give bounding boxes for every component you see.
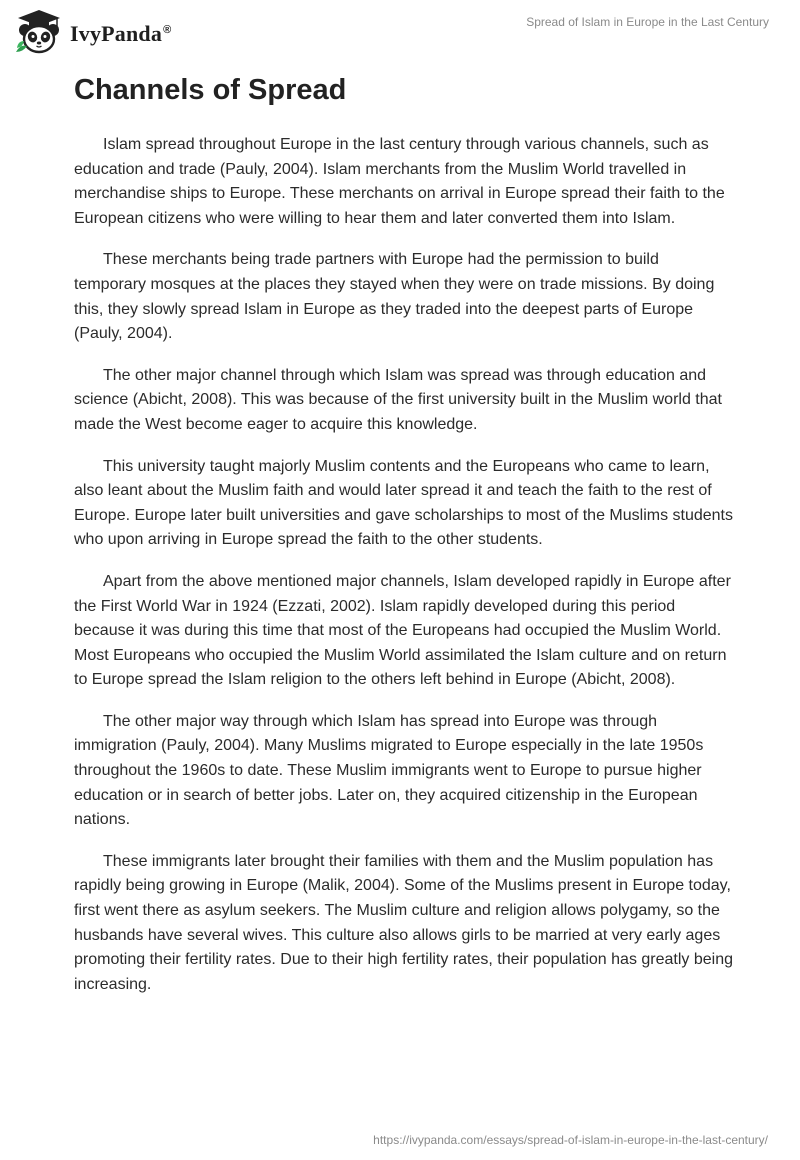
paragraph: Apart from the above mentioned major channels, Islam developed rapidly in Europe after the First World War in 1924 (Ezzati, 2002). Islam rapidly developed during this period because it was during this time that most of the Europeans had occupied the Muslim World. Most Europeans who occupied the Muslim World assimilated the Islam culture and on return to Europe spread the Islam religion to the others left behind in Europe (Abicht, 2008). bbox=[74, 572, 731, 689]
section-heading: Channels of Spread bbox=[74, 74, 347, 106]
paragraph: The other major way through which Islam has spread into Europe was through immigration (Pauly, 2004). Many Muslims migrated to Europe especially in the late 1950s throughout the 1960s to date. These Muslim immigrants went to Europe to pursue higher education or in search of better jobs. Later on, they acquired citizenship in the European nations. bbox=[74, 712, 704, 829]
brand-logo-link[interactable] bbox=[14, 8, 171, 54]
page-header bbox=[0, 0, 800, 56]
paragraph: These merchants being trade partners with Europe had the permission to build temporary mosques at the places they stayed when they were on trade missions. By doing this, they slowly spread Islam in Europe as they traded into the deepest parts of Europe (Pauly, 2004). bbox=[74, 251, 715, 343]
paragraph: The other major channel through which Islam was spread was through education and science (Abicht, 2008). This was because of the first university built in the Muslim world that made the West become eager to acquire this knowledge. bbox=[74, 366, 722, 433]
registered-mark: ® bbox=[163, 23, 172, 36]
brand-name: IvyPanda® bbox=[70, 21, 172, 46]
essay-body bbox=[74, 133, 734, 1014]
paragraph: These immigrants later brought their families with them and the Muslim population has rapidly being growing in Europe (Malik, 2004). Some of the Muslims present in Europe today, first went there as asylum seekers. The Muslim culture and religion allows polygamy, so the husbands have several wives. This culture also allows girls to be married at very early ages promoting their fertility rates. Due to their high fertility rates, their population has greatly being increasing. bbox=[74, 852, 733, 993]
source-url-link[interactable]: https://ivypanda.com/essays/spread-of-islam-in-europe-in-the-last-century/ bbox=[373, 1133, 768, 1147]
paragraph: This university taught majorly Muslim contents and the Europeans who came to learn, also leant about the Muslim faith and would later spread it and teach the faith to the rest of Europe. Europe later built universities and gave scholarships to most of the Muslims students who upon arriving in Europe spread the faith to the other students. bbox=[74, 457, 733, 549]
document-title: Spread of Islam in Europe in the Last Century bbox=[526, 15, 769, 29]
panda-graduation-cap-icon bbox=[14, 8, 64, 54]
paragraph: Islam spread throughout Europe in the last century through various channels, such as education and trade (Pauly, 2004). Islam merchants from the Muslim World travelled in merchandise ships to Europe. These merchants on arrival in Europe spread their faith to the European citizens who were willing to hear them and later converted them into Islam. bbox=[74, 136, 725, 227]
